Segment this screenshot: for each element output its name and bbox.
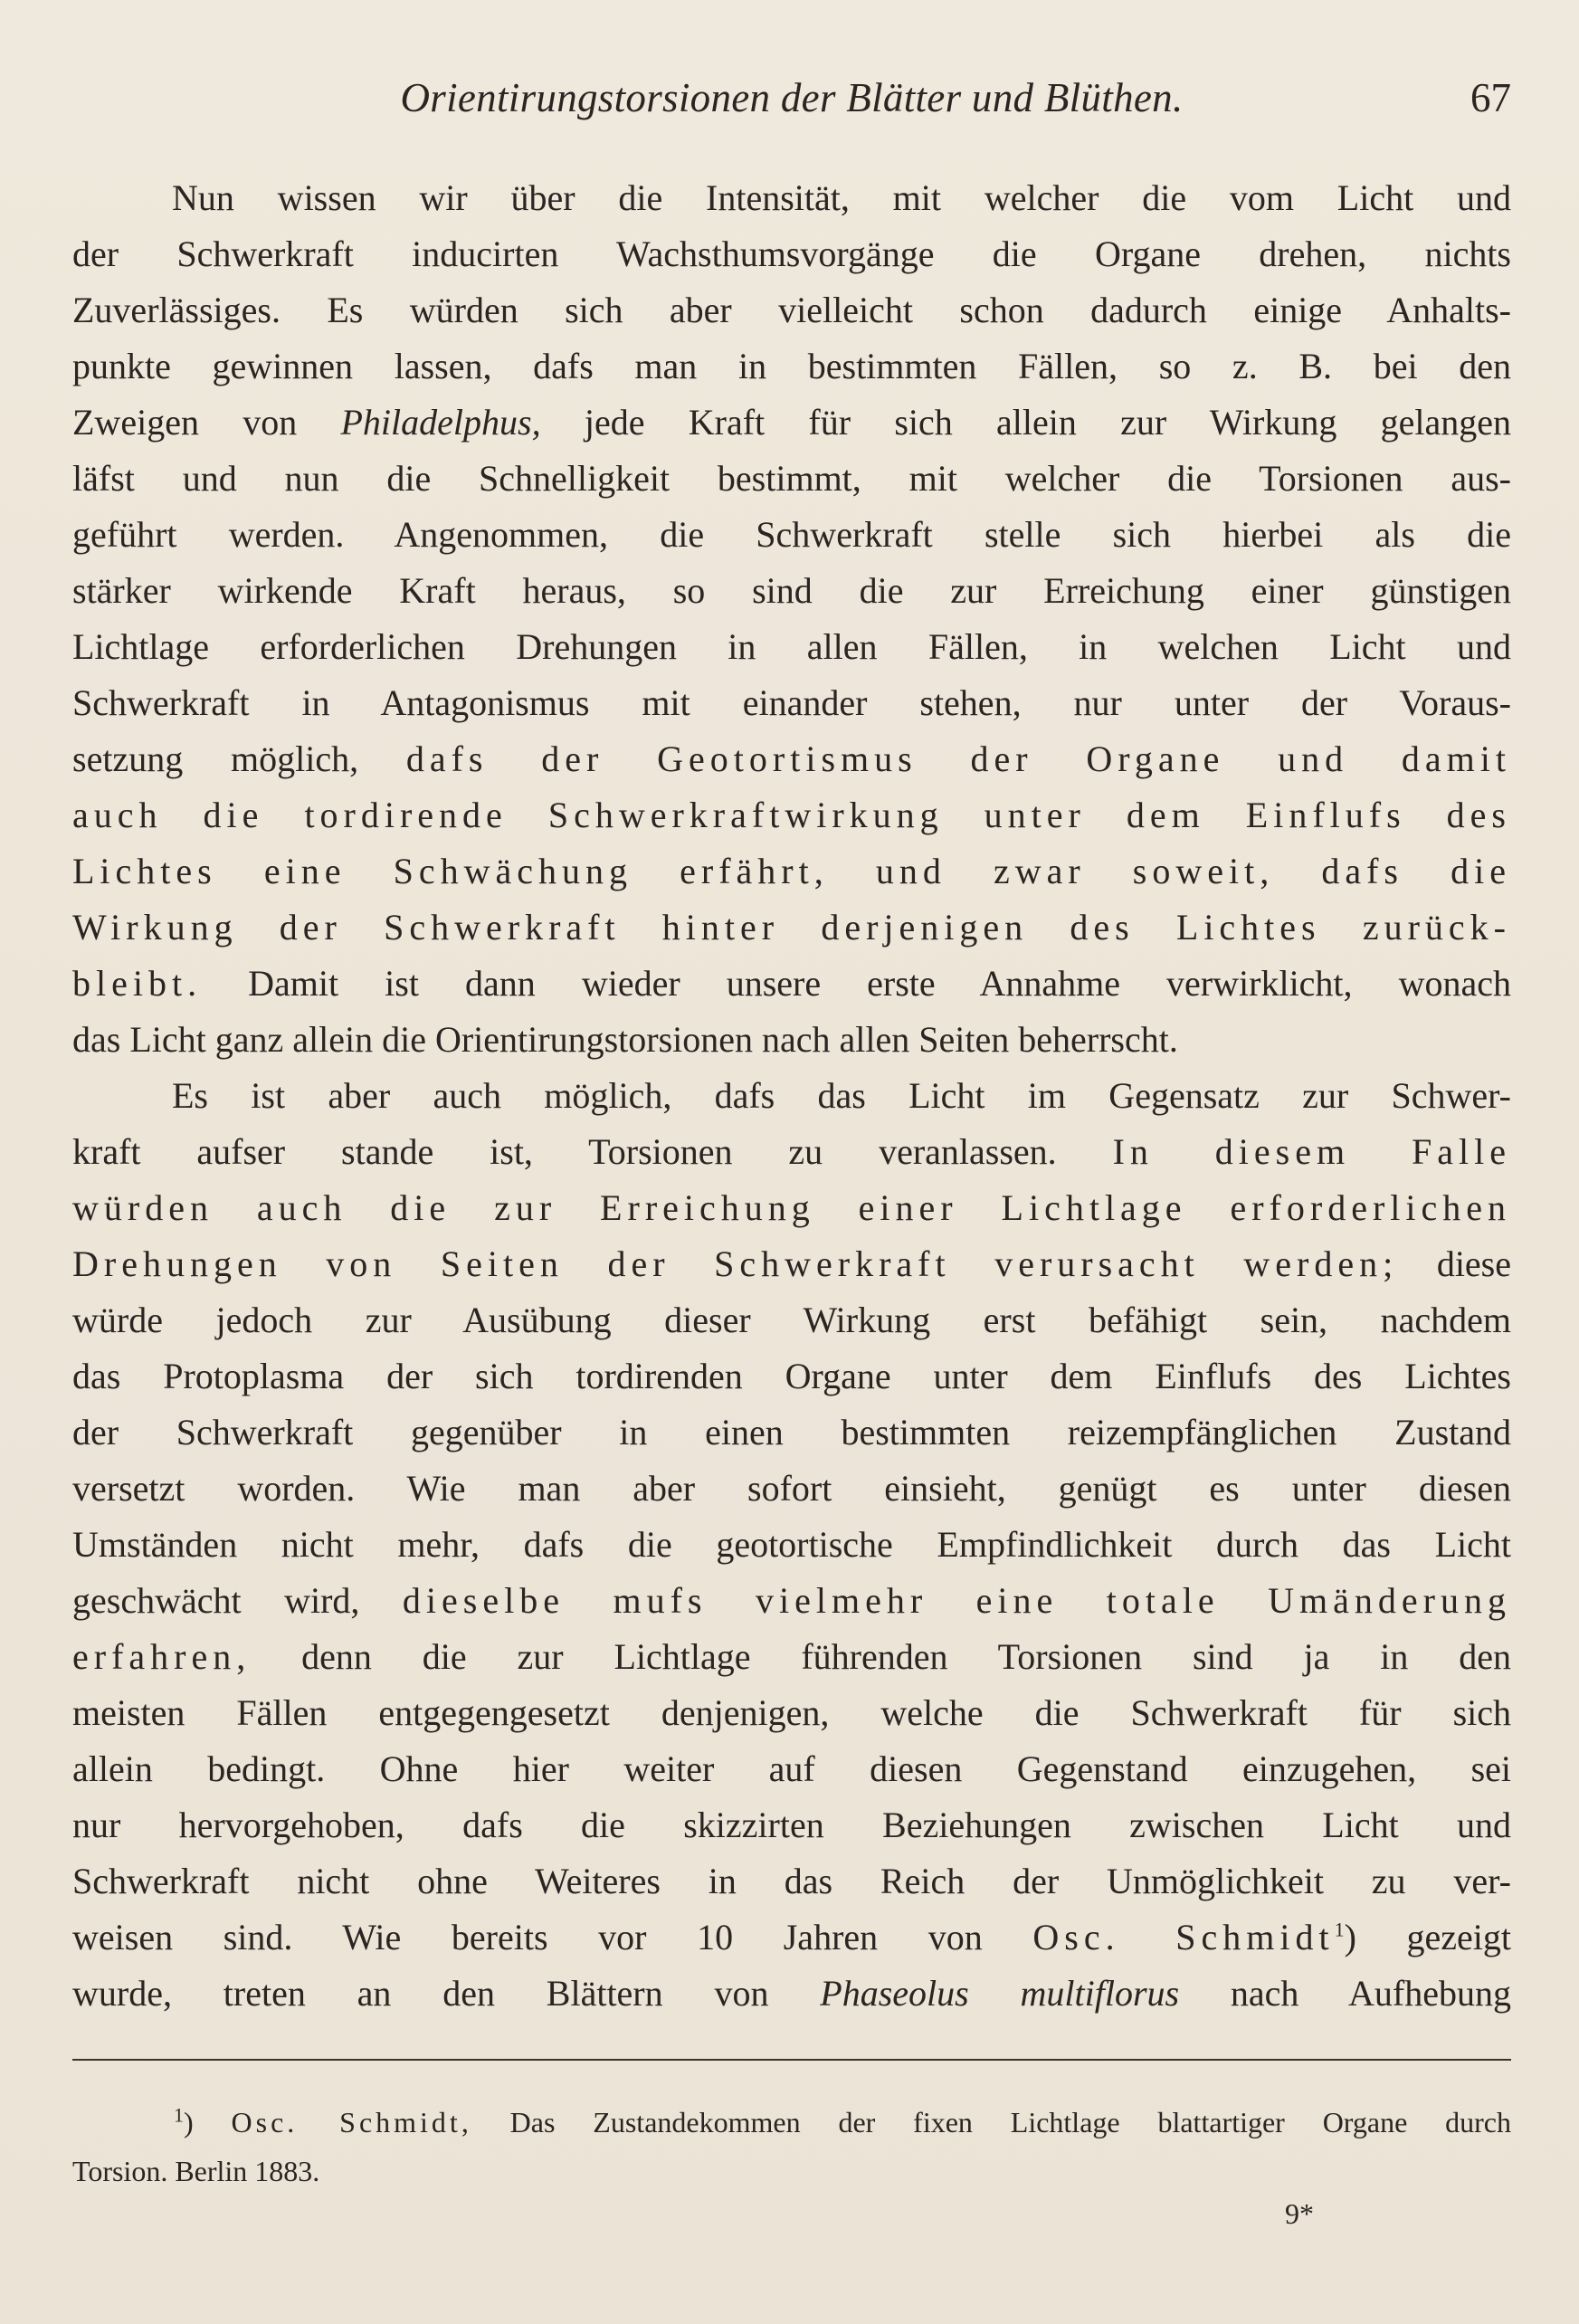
text-line: das Licht ganz allein die Orientirungstorsionen nach allen Seiten beherrscht.: [72, 1019, 1178, 1060]
footnote-marker: 1: [174, 2103, 184, 2127]
running-title: Orientirungstorsionen der Blätter und Blüthen.: [400, 75, 1184, 120]
text-line: geführt werden. Angenommen, die Schwerkraft stelle sich hierbei als die: [72, 514, 1511, 555]
text-line: Schwerkraft in Antagonismus mit einander stehen, nur unter der Voraus-: [72, 682, 1511, 723]
spaced-emphasis: bleibt.: [72, 963, 203, 1004]
text-line: läfst und nun die Schnelligkeit bestimmt, mit welcher die Torsionen aus-: [72, 458, 1511, 499]
text-line: versetzt worden. Wie man aber sofort einsieht, genügt es unter diesen: [72, 1468, 1511, 1509]
spaced-emphasis: dafs der Geotortismus der Organe und damit: [405, 738, 1511, 779]
text-line: nur hervorgehoben, dafs die skizzirten Beziehungen zwischen Licht und: [72, 1805, 1511, 1845]
text-line: Zweigen von Philadelphus, jede Kraft für sich allein zur Wirkung gelangen: [72, 402, 1511, 443]
footnote-author: Osc. Schmidt,: [231, 2106, 472, 2138]
text-line: Lichtlage erforderlichen Drehungen in allen Fällen, in welchen Licht und: [72, 626, 1511, 667]
text-line: bleibt. Damit ist dann wieder unsere erste Annahme verwirklicht, wonach: [72, 963, 1511, 1004]
text-line: allein bedingt. Ohne hier weiter auf diesen Gegenstand einzugehen, sei: [72, 1748, 1511, 1789]
page-number: 67: [1470, 75, 1511, 120]
text-line: Es ist aber auch möglich, dafs das Licht im Gegensatz zur Schwer-: [172, 1075, 1511, 1116]
spaced-emphasis: Wirkung der Schwerkraft hinter derjenigen des Lichtes zurück-: [72, 907, 1511, 948]
text-line: der Schwerkraft gegenüber in einen bestimmten reizempfänglichen Zustand: [72, 1412, 1511, 1452]
text-line: punkte gewinnen lassen, dafs man in bestimmten Fällen, so z. B. bei den: [72, 346, 1511, 386]
text-line: stärker wirkende Kraft heraus, so sind die zur Erreichung einer günstigen: [72, 570, 1511, 611]
footnote-rule: [72, 2059, 1511, 2061]
text-line: wurde, treten an den Blättern von Phaseolus multiflorus nach Aufhebung: [72, 1973, 1511, 2014]
spaced-emphasis: In diesem Falle: [1112, 1131, 1511, 1172]
text-line: das Protoplasma der sich tordirenden Organe unter dem Einflufs des Lichtes: [72, 1356, 1511, 1396]
text-line: [72, 900, 1511, 956]
footnote-line: $^1$) Osc. Schmidt, Das Zustandekommen der fixen Lichtlage blattartiger Organe durch: [174, 2103, 1511, 2138]
author-name: Osc. Schmidt: [1032, 1917, 1335, 1957]
text-line: geschwächt wird, dieselbe mufs vielmehr eine totale Umänderung: [72, 1580, 1511, 1621]
text-line: setzung möglich, dafs der Geotortismus der Organe und damit: [72, 738, 1511, 779]
text-line: Schwerkraft nicht ohne Weiteres in das Reich der Unmöglichkeit zu ver-: [72, 1861, 1511, 1901]
text-line: erfahren, denn die zur Lichtlage führenden Torsionen sind ja in den: [72, 1636, 1511, 1677]
signature-mark: 9*: [1285, 2197, 1314, 2230]
text-line: [72, 787, 1511, 843]
footnotes: [72, 2098, 1511, 2195]
text-line: der Schwerkraft inducirten Wachsthumsvorgänge die Organe drehen, nichts: [72, 233, 1511, 274]
text-line: Drehungen von Seiten der Schwerkraft verursacht werden; diese: [72, 1243, 1511, 1284]
spaced-emphasis: erfahren,: [72, 1636, 252, 1677]
text-line: würde jedoch zur Ausübung dieser Wirkung erst befähigt sein, nachdem: [72, 1300, 1511, 1340]
italic-taxon: Phaseolus multiflorus: [820, 1973, 1180, 2014]
footnote-ref: 1: [1334, 1918, 1345, 1941]
text-line: meisten Fällen entgegengesetzt denjenigen, welche die Schwerkraft für sich: [72, 1692, 1511, 1733]
text-line: Zuverlässiges. Es würden sich aber vielleicht schon dadurch einige Anhalts-: [72, 290, 1511, 330]
body-text: [72, 170, 1511, 2022]
text-line: weisen sind. Wie bereits vor 10 Jahren von Osc. Schmidt$^1$) gezeigt: [72, 1917, 1511, 1957]
spaced-emphasis: dieselbe mufs vielmehr eine totale Umänderung: [402, 1580, 1511, 1621]
italic-taxon: Philadelphus,: [340, 402, 541, 443]
spaced-emphasis: Lichtes eine Schwächung erfährt, und zwar soweit, dafs die: [72, 851, 1511, 891]
spaced-emphasis: würden auch die zur Erreichung einer Lichtlage erforderlichen: [72, 1187, 1511, 1228]
running-head: [72, 74, 1511, 129]
text-line: Umständen nicht mehr, dafs die geotortische Empfindlichkeit durch das Licht: [72, 1524, 1511, 1565]
footnote-line: Torsion. Berlin 1883.: [72, 2155, 320, 2187]
text-line: [72, 1180, 1511, 1236]
text-line: [72, 843, 1511, 900]
spaced-emphasis: Drehungen von Seiten der Schwerkraft verursacht werden;: [72, 1243, 1399, 1284]
spaced-emphasis: auch die tordirende Schwerkraftwirkung unter dem Einflufs des: [72, 795, 1511, 835]
text-line: Nun wissen wir über die Intensität, mit welcher die vom Licht und: [172, 177, 1511, 218]
text-line: kraft aufser stande ist, Torsionen zu veranlassen. In diesem Falle: [72, 1131, 1511, 1172]
